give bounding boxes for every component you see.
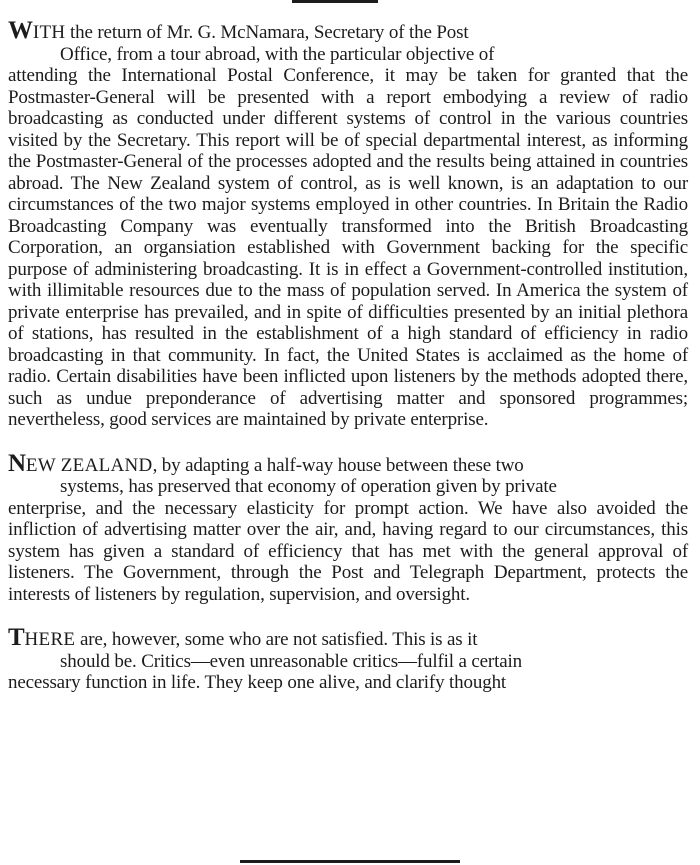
lead-word: HERE bbox=[24, 629, 76, 650]
drop-initial: T bbox=[8, 624, 25, 651]
paragraph-2-line-1: , by adapting a half-way house between these two bbox=[152, 454, 524, 476]
paragraph-1-lead bbox=[8, 17, 66, 44]
drop-initial: N bbox=[8, 449, 26, 477]
paragraph-3 bbox=[8, 624, 688, 694]
paragraph-1 bbox=[8, 17, 688, 431]
paragraph-1-line-2: Office, from a tour abroad, with the particular objective of bbox=[60, 43, 495, 65]
article-body bbox=[8, 18, 688, 694]
drop-initial: W bbox=[8, 17, 33, 44]
paragraph-3-body: necessary function in life. They keep one alive, and clarify thought bbox=[8, 672, 507, 693]
paragraph-3-lead bbox=[8, 624, 76, 651]
bottom-rule bbox=[240, 860, 460, 863]
top-rule bbox=[292, 0, 378, 3]
paragraph-2-body: enterprise, and the necessary elasticity for prompt action. We have also avoided the infliction of advertising matter over the air, and, having regard to our circumstances, this system has given a standard of efficiency that has met with the general approval of listeners. The Government, through the Post and Telegraph Department, protects the interests of listeners by regulation, supervision, and oversight. bbox=[8, 497, 688, 605]
paragraph-1-body: attending the International Postal Conference, it may be taken for granted that the Postmaster-General will be presented with a report embodying a review of radio broadcasting as conducted under different systems of control in the various countries visited by the Secretary. This report will be of special departmental interest, as informing the Postmaster-General of the processes adopted and the results being attained in countries abroad. The New Zealand system of control, as is well known, is an adaptation to our circumstances of the two major systems employed in other countries. In Britain the Radio Broadcasting Company was eventually transformed into the British Broadcasting Corporation, an organsiation established with Government backing for the specific purpose of administering broadcasting. It is in effect a Government-controlled institution, with illimitable resources due to the mass of population served. In America the system of private enterprise has prevailed, and in spite of difficulties presented by an initial plethora of stations, has resulted in the establishment of a high standard of efficiency in radio broadcasting in that community. In fact, the United States is acclaimed as the home of radio. Certain disabilities have been inflicted upon listeners by the methods adopted there, such as undue preponderance of advertising matter and sponsored programmes; nevertheless, good services are maintained by private enterprise. bbox=[8, 65, 688, 430]
lead-word: ITH bbox=[32, 22, 66, 43]
paragraph-1-line-1: the return of Mr. G. McNamara, Secretary of the Post bbox=[65, 22, 469, 43]
paragraph-3-line-2: should be. Critics—even unreasonable critics—fulfil a certain bbox=[60, 650, 523, 672]
lead-word: EW ZEALAND bbox=[25, 454, 153, 476]
paragraph-3-line-1: are, however, some who are not satisfied. This is as it bbox=[75, 629, 478, 650]
paragraph-2-lead bbox=[8, 449, 153, 477]
paragraph-2-line-2: systems, has preserved that economy of operation given by private bbox=[60, 476, 557, 497]
paragraph-2 bbox=[8, 449, 688, 606]
